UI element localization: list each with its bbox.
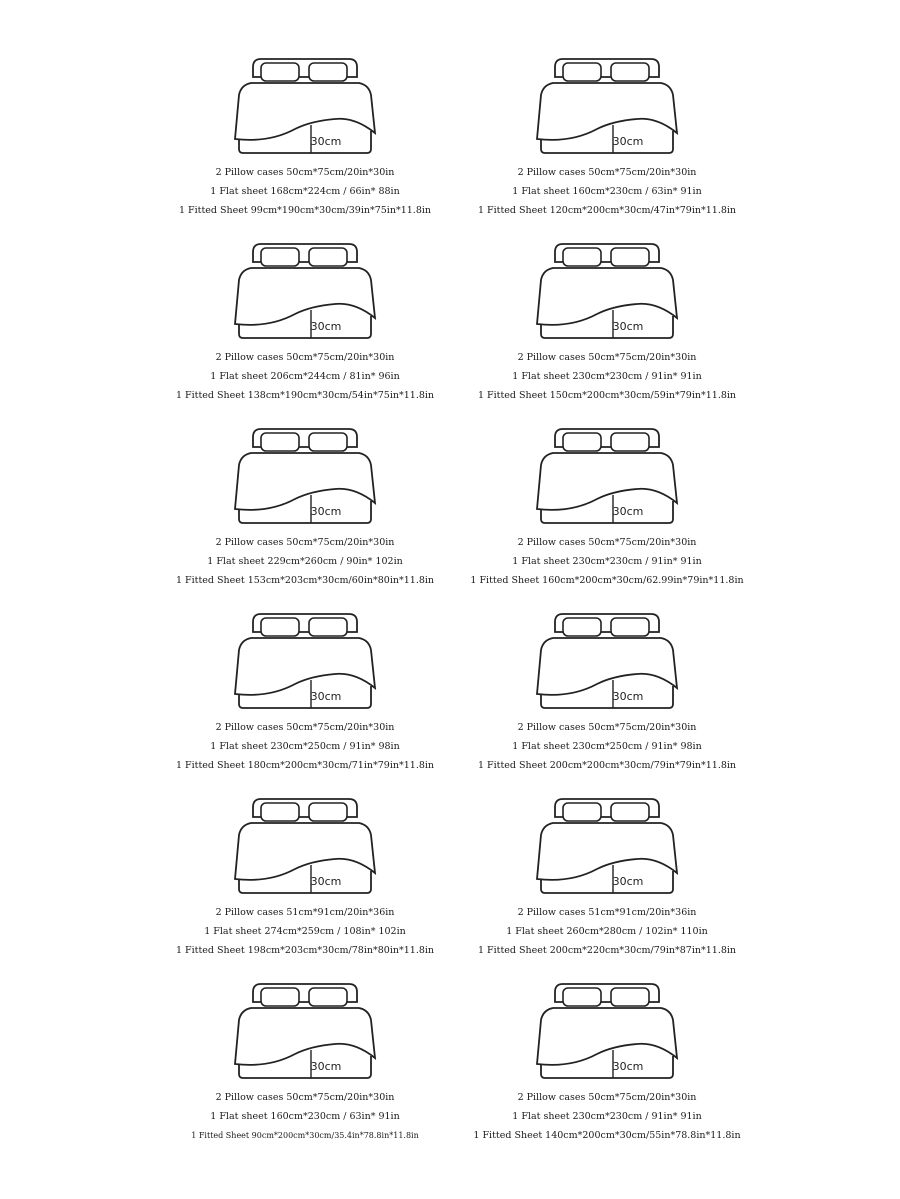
bed-diagram bbox=[225, 55, 385, 160]
left-pillow-shape bbox=[261, 988, 299, 1006]
left-pillow-shape bbox=[563, 433, 601, 451]
fitted-sheet-size: 1 Fitted Sheet 180cm*200cm*30cm/71in*79in*11.8in bbox=[175, 760, 435, 771]
mattress-depth-label: 30cm bbox=[310, 690, 342, 703]
bed-icon bbox=[527, 980, 687, 1085]
pillow-case-size: 2 Pillow cases 50cm*75cm/20in*30in bbox=[517, 1092, 697, 1103]
bed-icon bbox=[225, 425, 385, 530]
bed-diagram bbox=[527, 240, 687, 345]
flat-sheet-size: 1 Flat sheet 230cm*230cm / 91in* 91in bbox=[512, 556, 702, 567]
size-set bbox=[382, 610, 832, 795]
pillow-case-size: 2 Pillow cases 51cm*91cm/20in*36in bbox=[517, 907, 697, 918]
flat-sheet-size: 1 Flat sheet 230cm*250cm / 91in* 98in bbox=[512, 741, 702, 752]
right-pillow-shape bbox=[611, 248, 649, 266]
flat-sheet-size: 1 Flat sheet 230cm*230cm / 91in* 91in bbox=[512, 1111, 702, 1122]
bed-diagram bbox=[527, 425, 687, 530]
fitted-sheet-size: 1 Fitted Sheet 160cm*200cm*30cm/62.99in*79in*11.8in bbox=[470, 575, 744, 586]
mattress-depth-label: 30cm bbox=[310, 1060, 342, 1073]
right-pillow-shape bbox=[309, 988, 347, 1006]
mattress-depth-label: 30cm bbox=[612, 135, 644, 148]
left-pillow-shape bbox=[261, 248, 299, 266]
bed-diagram bbox=[225, 795, 385, 900]
flat-sheet-size: 1 Flat sheet 206cm*244cm / 81in* 96in bbox=[210, 371, 400, 382]
bed-diagram bbox=[527, 795, 687, 900]
size-specs bbox=[382, 718, 832, 775]
bed-diagram bbox=[527, 980, 687, 1085]
pillow-case-size: 2 Pillow cases 50cm*75cm/20in*30in bbox=[517, 537, 697, 548]
pillow-case-size: 2 Pillow cases 50cm*75cm/20in*30in bbox=[517, 722, 697, 733]
fitted-sheet-size: 1 Fitted Sheet 200cm*200cm*30cm/79in*79in*11.8in bbox=[477, 760, 737, 771]
fitted-sheet-size: 1 Fitted Sheet 200cm*220cm*30cm/79in*87in*11.8in bbox=[477, 945, 737, 956]
fitted-sheet-size: 1 Fitted Sheet 153cm*203cm*30cm/60in*80in*11.8in bbox=[175, 575, 435, 586]
flat-sheet-size: 1 Flat sheet 274cm*259cm / 108in* 102in bbox=[204, 926, 406, 937]
pillow-case-size: 2 Pillow cases 50cm*75cm/20in*30in bbox=[215, 537, 395, 548]
mattress-depth-label: 30cm bbox=[612, 875, 644, 888]
mattress-depth-label: 30cm bbox=[310, 135, 342, 148]
size-set bbox=[382, 55, 832, 240]
size-set bbox=[382, 980, 832, 1165]
left-pillow-shape bbox=[261, 63, 299, 81]
bed-diagram bbox=[225, 610, 385, 715]
right-pillow-shape bbox=[611, 618, 649, 636]
right-pillow-shape bbox=[309, 433, 347, 451]
bed-diagram bbox=[225, 425, 385, 530]
flat-sheet-size: 1 Flat sheet 230cm*230cm / 91in* 91in bbox=[512, 371, 702, 382]
pillow-case-size: 2 Pillow cases 50cm*75cm/20in*30in bbox=[215, 1092, 395, 1103]
bed-diagram bbox=[225, 240, 385, 345]
bed-icon bbox=[225, 980, 385, 1085]
pillow-case-size: 2 Pillow cases 51cm*91cm/20in*36in bbox=[215, 907, 395, 918]
mattress-depth-label: 30cm bbox=[612, 505, 644, 518]
size-set bbox=[382, 240, 832, 425]
pillow-case-size: 2 Pillow cases 50cm*75cm/20in*30in bbox=[215, 167, 395, 178]
size-specs bbox=[382, 163, 832, 220]
right-pillow-shape bbox=[309, 63, 347, 81]
bed-icon bbox=[225, 610, 385, 715]
mattress-depth-label: 30cm bbox=[310, 875, 342, 888]
mattress-depth-label: 30cm bbox=[310, 505, 342, 518]
left-pillow-shape bbox=[261, 618, 299, 636]
fitted-sheet-size: 1 Fitted Sheet 140cm*200cm*30cm/55in*78.8in*11.8in bbox=[473, 1130, 741, 1141]
size-specs bbox=[382, 348, 832, 405]
fitted-sheet-size: 1 Fitted Sheet 120cm*200cm*30cm/47in*79in*11.8in bbox=[477, 205, 737, 216]
fitted-sheet-size: 1 Fitted Sheet 150cm*200cm*30cm/59in*79in*11.8in bbox=[477, 390, 737, 401]
mattress-depth-label: 30cm bbox=[612, 690, 644, 703]
flat-sheet-size: 1 Flat sheet 260cm*280cm / 102in* 110in bbox=[506, 926, 708, 937]
bed-diagram bbox=[527, 55, 687, 160]
left-pillow-shape bbox=[563, 618, 601, 636]
flat-sheet-size: 1 Flat sheet 160cm*230cm / 63in* 91in bbox=[512, 186, 702, 197]
pillow-case-size: 2 Pillow cases 50cm*75cm/20in*30in bbox=[215, 352, 395, 363]
left-pillow-shape bbox=[563, 803, 601, 821]
bed-icon bbox=[527, 795, 687, 900]
right-pillow-shape bbox=[309, 248, 347, 266]
size-set bbox=[382, 795, 832, 980]
bed-icon bbox=[527, 610, 687, 715]
fitted-sheet-size: 1 Fitted Sheet 99cm*190cm*30cm/39in*75in*11.8in bbox=[178, 205, 432, 216]
fitted-sheet-size: 1 Fitted Sheet 90cm*200cm*30cm/35.4in*78.8in*11.8in bbox=[191, 1131, 419, 1140]
size-specs bbox=[382, 533, 832, 590]
flat-sheet-size: 1 Flat sheet 160cm*230cm / 63in* 91in bbox=[210, 1111, 400, 1122]
fitted-sheet-size: 1 Fitted Sheet 198cm*203cm*30cm/78in*80in*11.8in bbox=[175, 945, 435, 956]
size-specs bbox=[382, 903, 832, 960]
bed-icon bbox=[225, 55, 385, 160]
left-pillow-shape bbox=[563, 248, 601, 266]
left-pillow-shape bbox=[563, 988, 601, 1006]
left-pillow-shape bbox=[261, 803, 299, 821]
bed-diagram bbox=[527, 610, 687, 715]
right-pillow-shape bbox=[309, 618, 347, 636]
mattress-depth-label: 30cm bbox=[612, 1060, 644, 1073]
bed-icon bbox=[225, 795, 385, 900]
mattress-depth-label: 30cm bbox=[310, 320, 342, 333]
left-pillow-shape bbox=[261, 433, 299, 451]
size-specs bbox=[382, 1088, 832, 1145]
mattress-depth-label: 30cm bbox=[612, 320, 644, 333]
right-pillow-shape bbox=[611, 433, 649, 451]
flat-sheet-size: 1 Flat sheet 230cm*250cm / 91in* 98in bbox=[210, 741, 400, 752]
flat-sheet-size: 1 Flat sheet 229cm*260cm / 90in* 102in bbox=[207, 556, 403, 567]
bed-icon bbox=[527, 425, 687, 530]
left-pillow-shape bbox=[563, 63, 601, 81]
right-pillow-shape bbox=[611, 63, 649, 81]
bed-icon bbox=[527, 240, 687, 345]
bed-diagram bbox=[225, 980, 385, 1085]
bed-icon bbox=[225, 240, 385, 345]
pillow-case-size: 2 Pillow cases 50cm*75cm/20in*30in bbox=[517, 352, 697, 363]
right-pillow-shape bbox=[611, 803, 649, 821]
bed-icon bbox=[527, 55, 687, 160]
fitted-sheet-size: 1 Fitted Sheet 138cm*190cm*30cm/54in*75in*11.8in bbox=[175, 390, 435, 401]
flat-sheet-size: 1 Flat sheet 168cm*224cm / 66in* 88in bbox=[210, 186, 400, 197]
pillow-case-size: 2 Pillow cases 50cm*75cm/20in*30in bbox=[517, 167, 697, 178]
size-set bbox=[382, 425, 832, 610]
right-pillow-shape bbox=[611, 988, 649, 1006]
pillow-case-size: 2 Pillow cases 50cm*75cm/20in*30in bbox=[215, 722, 395, 733]
right-pillow-shape bbox=[309, 803, 347, 821]
